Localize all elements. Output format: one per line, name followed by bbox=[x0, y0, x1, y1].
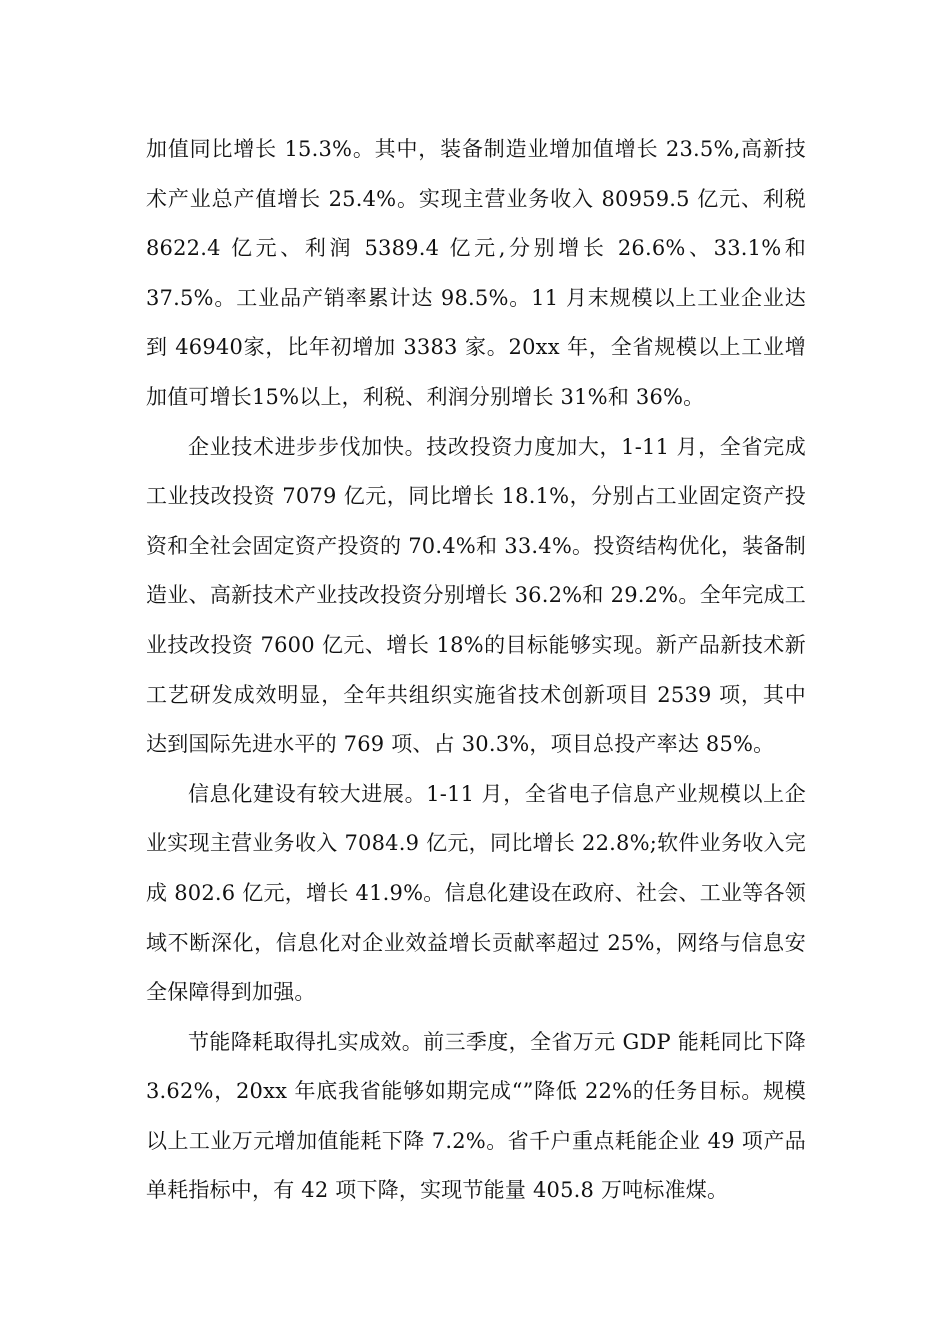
paragraph-energy-saving: 节能降耗取得扎实成效。前三季度，全省万元 GDP 能耗同比下降 3.62%，20xx 年底我省能够如期完成“”降低 22%的任务目标。规模以上工业万元增加值能耗下降 7.2%。省千户重点耗能企业 49 项产品单耗指标中，有 42 项下降，实现节能量 405.8 万吨标准煤。 bbox=[146, 1029, 806, 1203]
paragraph-informatization: 信息化建设有较大进展。1-11 月，全省电子信息产业规模以上企业实现主营业务收入 7084.9 亿元，同比增长 22.8%;软件业务收入完成 802.6 亿元，增长 41.9%。信息化建设在政府、社会、工业等各领域不断深化，信息化对企业效益增长贡献率超过 25%，网络与信息安全保障得到加强。 bbox=[146, 781, 806, 1005]
paragraph-industrial-output: 加值同比增长 15.3%。其中，装备制造业增加值增长 23.5%,高新技术产业总产值增长 25.4%。实现主营业务收入 80959.5 亿元、利税8622.4 亿元、利润 5389.4 亿元,分别增长 26.6%、33.1%和 37.5%。工业品产销率累计达 98.5%。11 月末规模以上工业企业达到 46940家，比年初增加 3383 家。20xx 年，全省规模以上工业增加值可增长15%以上，利税、利润分别增长 31%和 36%。 bbox=[146, 137, 806, 409]
paragraph-technical-progress: 企业技术进步步伐加快。技改投资力度加大，1-11 月，全省完成工业技改投资 7079 亿元，同比增长 18.1%，分别占工业固定资产投资和全社会固定资产投资的 70.4%和 33.4%。投资结构优化，装备制造业、高新技术产业技改投资分别增长 36.2%和 29.2%。全年完成工业技改投资 7600 亿元、增长 18%的目标能够实现。新产品新技术新工艺研发成效明显，全年共组织实施省技术创新项目 2539 项，其中达到国际先进水平的 769 项、占 30.3%，项目总投产率达 85%。 bbox=[146, 434, 806, 757]
document-body bbox=[146, 125, 806, 1216]
